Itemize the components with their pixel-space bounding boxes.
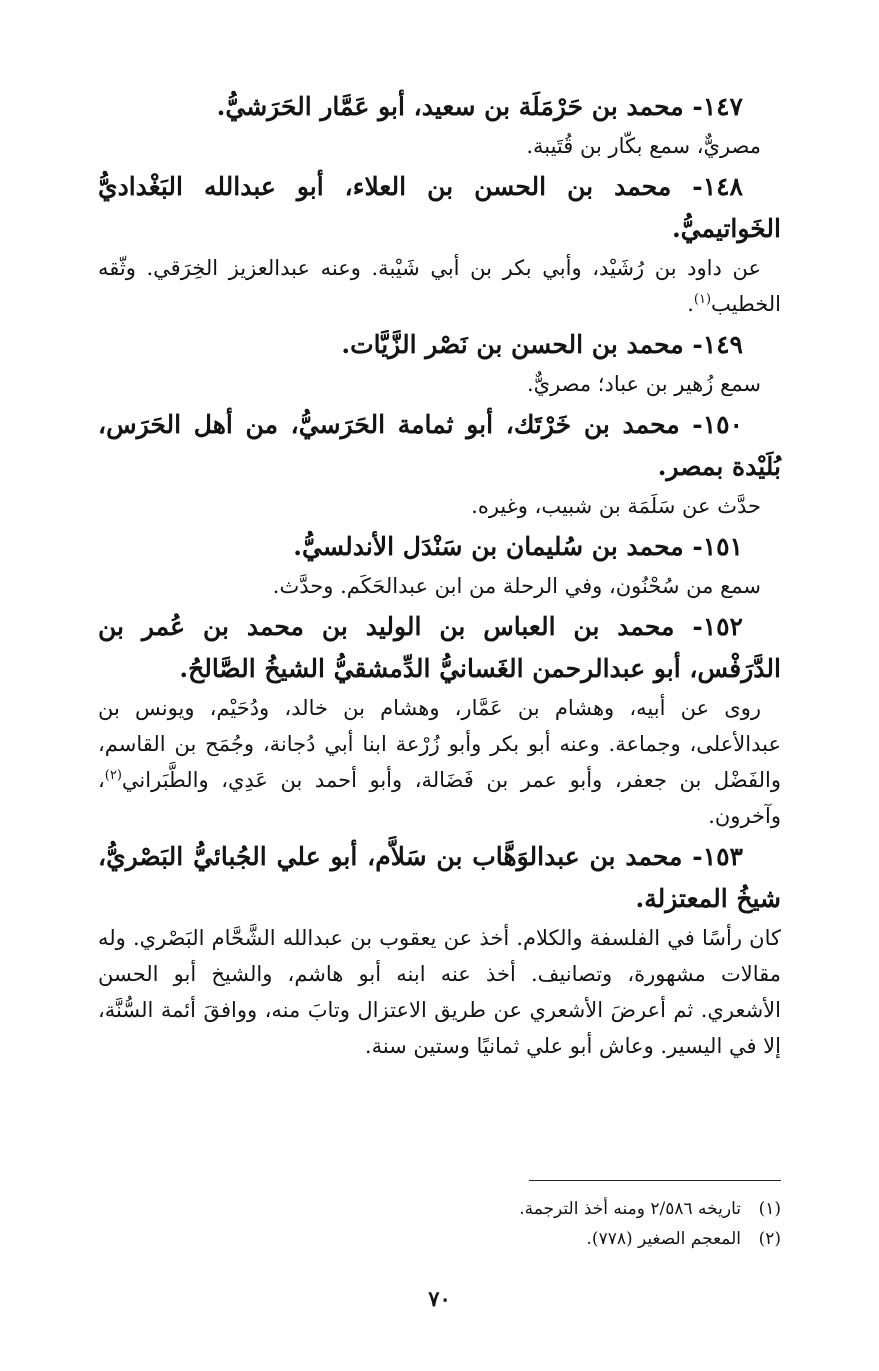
footnote-mark: (٢) (758, 1229, 781, 1249)
page-number: ٧٠ (428, 1286, 451, 1311)
entry-body (98, 690, 781, 834)
entry-number: ١٥٢ (702, 612, 743, 641)
entry-148 (98, 166, 781, 322)
entry-body: سمع زُهير بن عباد؛ مصريٌّ. (526, 372, 761, 396)
entry-body-text: روى عن أبيه، وهشام بن عَمَّار، وهشام بن خالد، ودُحَيْم، ويونس بن عبدالأعلى، وجماعة. وعنه أبو بكر وأبو زُرْعة ابنا أبي دُجانة، وجُمَح بن القاسم، والفَضْل بن جعفر، وأبو عمر بن فَضَالة، وأبو أحمد بن عَدِي، والطَّبَراني (98, 696, 781, 792)
entry-153 (98, 836, 781, 1064)
entry-body: حدَّث عن سَلَمَة بن شبيب، وغيره. (471, 494, 761, 518)
footnote-2 (98, 1224, 781, 1254)
entry-title: محمد بن سُليمان بن سَنْدَل الأندلسيُّ. (293, 532, 684, 561)
footnote-mark: (١) (758, 1199, 781, 1219)
footnote-divider (529, 1180, 781, 1181)
entry-number: ١٥٣ (702, 842, 743, 871)
entry-body (98, 250, 781, 322)
entry-number: ١٤٨ (702, 172, 743, 201)
footnote-ref: (١) (693, 292, 712, 307)
entry-151 (98, 526, 781, 604)
entry-number: ١٥٠ (702, 410, 743, 439)
entry-147 (98, 86, 781, 164)
main-text (98, 86, 781, 1066)
entry-body-end: ، وآخرون. (98, 768, 781, 828)
entry-body: كان رأسًا في الفلسفة والكلام. أخذ عن يعقوب بن عبدالله الشَّحَّام البَصْري. وله مقالات مشهورة، وتصانيف. أخذ عنه ابنه أبو هاشم، والشيخ أبو الحسن الأشعري. ثم أعرضَ الأشعري عن طريق الاعتزال وتابَ منه، ووافقَ أئمة السُّنَّة، إلا في اليسير. وعاش أبو علي ثمانيًا وستين سنة. (98, 926, 781, 1058)
entry-number: ١٤٧ (702, 92, 743, 121)
entry-number: ١٤٩ (702, 330, 743, 359)
entry-number: ١٥١ (702, 532, 743, 561)
entry-heading: ١٥١- محمد بن سُليمان بن سَنْدَل الأندلسيُّ. (293, 532, 743, 561)
entry-body: مصريٌّ، سمع بكّار بن قُتَيبة. (526, 134, 761, 158)
footnote-text: تاريخه ٢/٥٨٦ ومنه أخذ الترجمة. (519, 1199, 741, 1219)
footnote-1 (98, 1194, 781, 1224)
footnotes (98, 1194, 781, 1254)
entry-title: محمد بن الحسن بن العلاء، أبو عبدالله البَغْداديُّ الخَواتيميُّ. (98, 172, 781, 243)
entry-150 (98, 404, 781, 524)
entry-title: محمد بن خَرْتَك، أبو ثمامة الحَرَسيُّ، من أهل الحَرَس، بُلَيْدة بمصر. (98, 410, 781, 481)
footnote-text: المعجم الصغير (٧٧٨). (586, 1229, 741, 1249)
entry-title: محمد بن العباس بن الوليد بن محمد بن عُمر بن الدَّرَفْس، أبو عبدالرحمن الغَسانيُّ الدِّمشقيُّ الشيخُ الصَّالحُ. (98, 612, 781, 683)
entry-body: سمع من سُحْنُون، وفي الرحلة من ابن عبدالحَكَم. وحدَّث. (272, 574, 761, 598)
entry-heading: ١٥٢- محمد بن العباس بن الوليد بن محمد بن عُمر بن الدَّرَفْس، أبو عبدالرحمن الغَسانيُّ الدِّمشقيُّ الشيخُ الصَّالحُ. (98, 612, 781, 683)
entry-heading: ١٤٨- محمد بن الحسن بن العلاء، أبو عبدالله البَغْداديُّ الخَواتيميُّ. (98, 172, 781, 243)
entry-title: محمد بن الحسن بن نَصْر الزَّيَّات. (341, 330, 684, 359)
entry-title: محمد بن حَرْمَلَة بن سعيد، أبو عَمَّار الحَرَشيُّ. (216, 92, 684, 121)
footnote-ref: (٢) (104, 768, 122, 783)
entry-heading: ١٤٩- محمد بن الحسن بن نَصْر الزَّيَّات. (341, 330, 743, 359)
entry-149 (98, 324, 781, 402)
entry-152 (98, 606, 781, 834)
entry-heading: ١٥٠- محمد بن خَرْتَك، أبو ثمامة الحَرَسيُّ، من أهل الحَرَس، بُلَيْدة بمصر. (98, 410, 781, 481)
entry-body-end: . (687, 292, 694, 316)
entry-heading: ١٤٧- محمد بن حَرْمَلَة بن سعيد، أبو عَمَّار الحَرَشيُّ. (216, 92, 743, 121)
entry-body-text: عن داود بن رُشَيْد، وأبي بكر بن أبي شَيْبة. وعنه عبدالعزيز الخِرَقي. وثّقه الخطيب (98, 256, 781, 316)
entry-title: محمد بن عبدالوَهَّاب بن سَلاَّم، أبو علي الجُبائيُّ البَصْريُّ، شيخُ المعتزلة. (98, 842, 781, 913)
entry-heading: ١٥٣- محمد بن عبدالوَهَّاب بن سَلاَّم، أبو علي الجُبائيُّ البَصْريُّ، شيخُ المعتزلة. (98, 842, 781, 913)
